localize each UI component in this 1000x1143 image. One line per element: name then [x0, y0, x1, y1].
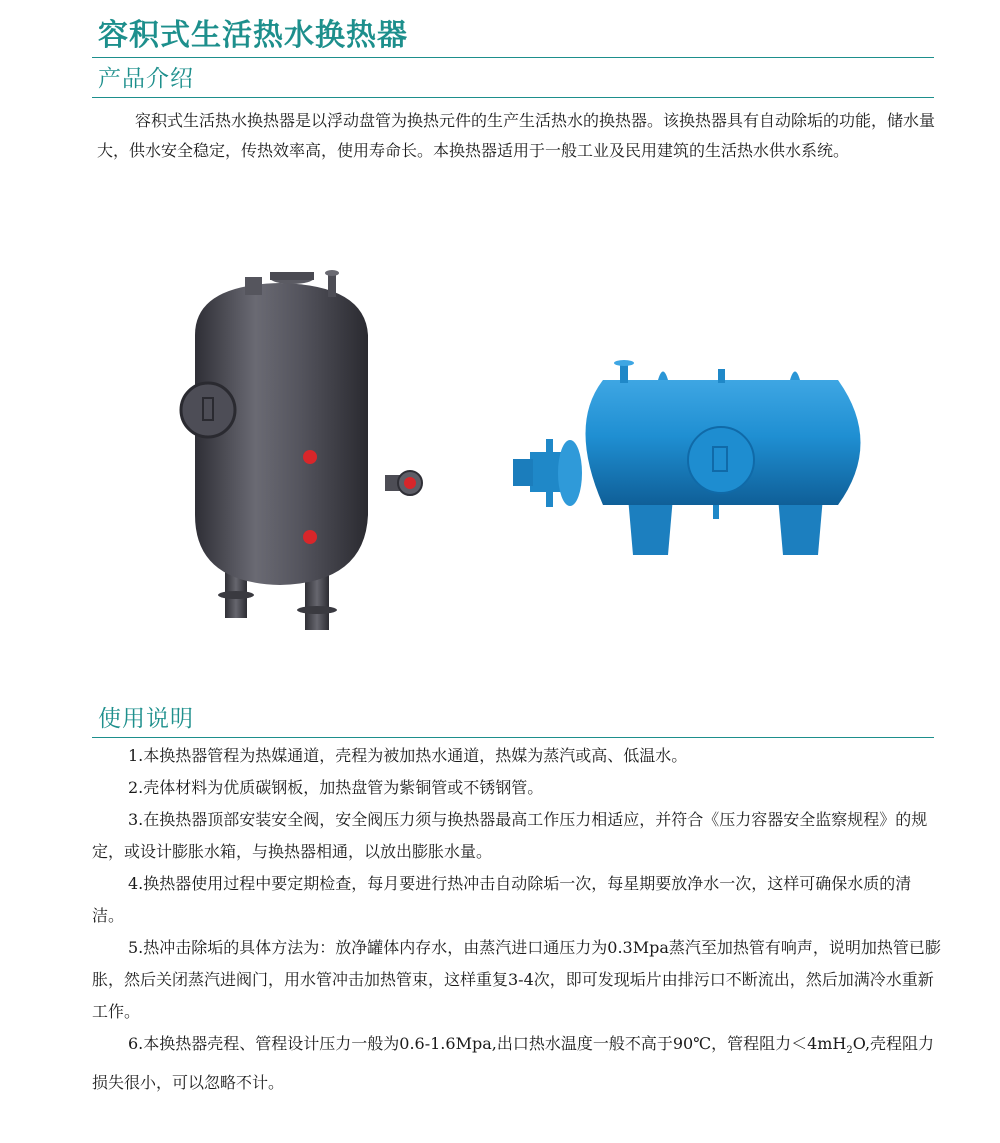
page-title: 容积式生活热水换热器: [98, 18, 408, 53]
usage-item-5: 5.热冲击除垢的具体方法为：放净罐体内存水，由蒸汽进口通压力为0.3Mpa蒸汽至加热管有响声，说明加热管已膨胀，然后关闭蒸汽进阀门，用水管冲击加热管束，这样重复3-4次，即可发现垢片由排污口不断流出，然后加满冷水重新工作。: [92, 938, 941, 1021]
usage-item-1: 1.本换热器管程为热媒通道，壳程为被加热水通道，热媒为蒸汽或高、低温水。: [128, 746, 688, 765]
usage-item-4: 4.换热器使用过程中要定期检查，每月要进行热冲击自动除垢一次，每星期要放净水一次，这样可确保水质的清洁。: [92, 874, 912, 925]
vertical-tank-image: [170, 265, 440, 635]
usage-list: [92, 740, 942, 1099]
horizontal-tank-image: [508, 355, 888, 565]
intro-heading: 产品介绍: [98, 66, 194, 92]
usage-item-3: 3.在换热器顶部安装安全阀，安全阀压力须与换热器最高工作压力相适应，并符合《压力容器安全监察规程》的规定，或设计膨胀水箱，与换热器相通，以放出膨胀水量。: [92, 810, 928, 861]
intro-section-header: [92, 57, 934, 98]
usage-item-6-subscript: 2: [846, 1045, 853, 1057]
usage-item-6-suffix: O,壳程阻力损失很小，可以忽略不计。: [92, 1034, 935, 1093]
usage-item-6: [92, 1028, 942, 1099]
usage-item-2: 2.壳体材料为优质碳钢板，加热盘管为紫铜管或不锈钢管。: [128, 778, 544, 797]
usage-section-header: [92, 700, 934, 738]
usage-heading: 使用说明: [98, 706, 194, 732]
intro-paragraph: 容积式生活热水换热器是以浮动盘管为换热元件的生产生活热水的换热器。该换热器具有自动除垢的功能，储水量大，供水安全稳定，传热效率高，使用寿命长。本换热器适用于一般工业及民用建筑的生活热水供水系统。: [97, 111, 936, 160]
usage-item-6-prefix: 6.本换热器壳程、管程设计压力一般为0.6-1.6Mpa,出口热水温度一般不高于90℃，管程阻力＜4mH: [128, 1034, 847, 1053]
